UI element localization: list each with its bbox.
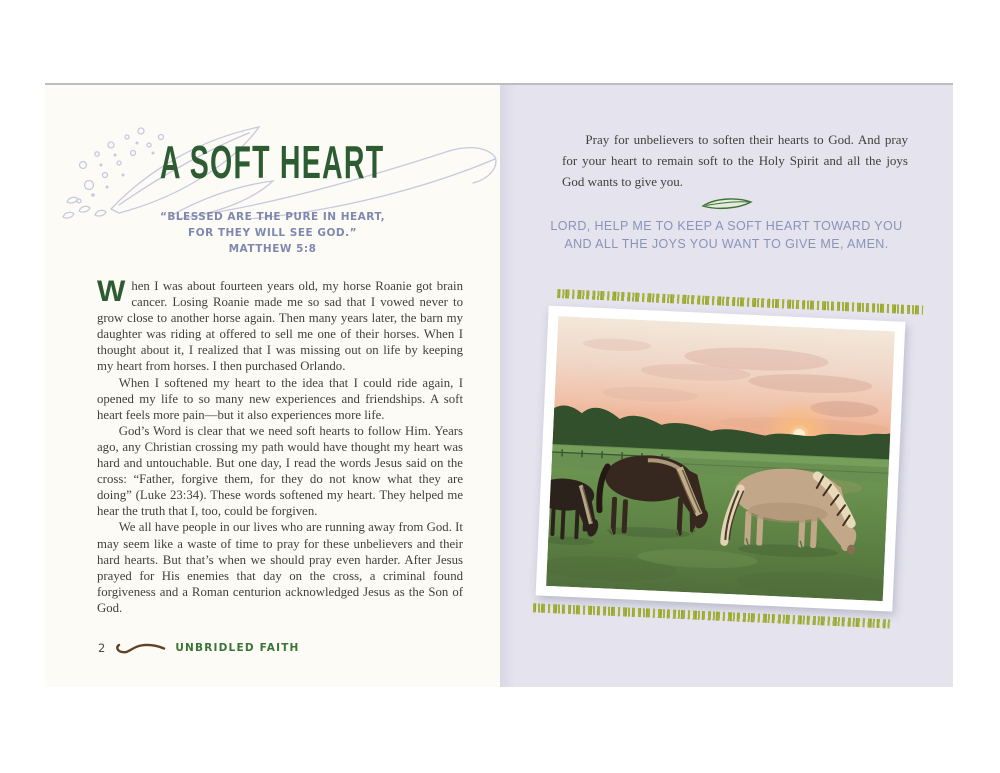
page-footer	[98, 641, 300, 655]
rope-flourish-icon	[116, 641, 166, 655]
chapter-title-text: A SOFT HEART	[160, 136, 385, 188]
photo-block	[535, 289, 923, 630]
verse-line: FOR THEY WILL SEE GOD.”	[188, 227, 357, 239]
verse-reference: MATTHEW 5:8	[228, 243, 317, 255]
scripture-verse	[45, 209, 500, 257]
verse-line: “BLESSED ARE THE PURE IN HEART,	[159, 211, 386, 223]
prayer-line: LORD, HELP ME TO KEEP A SOFT HEART TOWARD YOU	[550, 219, 903, 233]
paragraph-text: hen I was about fourteen years old, my horse Roanie got brain cancer. Losing Roanie made me so sad that I vowed never to grow close to another horse again. Then many years later, the barn my daughter was riding at offered to sell me one of their horses. When I thought about it, I realized that I was missing out on life by keeping my heart from horses. I then purchased Orlando.	[97, 279, 463, 374]
running-book-title: UNBRIDLED FAITH	[175, 642, 300, 654]
book-spread	[45, 83, 953, 687]
horses-sunset-illustration	[546, 316, 895, 601]
devotional-body	[97, 275, 463, 616]
right-page	[500, 85, 953, 687]
left-page	[45, 85, 500, 687]
leaf-divider-icon	[500, 195, 953, 218]
prayer-prompt: Pray for unbelievers to soften their hearts to God. And pray for your heart to remain soft to the Holy Spirit and all the joys God wants to give you.	[562, 132, 908, 189]
paragraph	[97, 275, 463, 375]
prayer-text	[500, 217, 953, 253]
prayer-line: AND ALL THE JOYS YOU WANT TO GIVE ME, AMEN.	[564, 237, 889, 251]
horses-sunset-photo	[536, 306, 906, 612]
drop-cap: W	[97, 275, 126, 308]
paragraph: When I softened my heart to the idea that I could ride again, I opened my life to so many new experiences and friendships. A soft heart feels more pain—but it also experiences more life.	[97, 375, 463, 422]
chapter-title	[45, 135, 500, 189]
paragraph: We all have people in our lives who are running away from God. It may seem like a waste of time to pray for these unbelievers and their hard hearts. But that’s when we should pray even harder. After Jesus prayed for His enemies that day on the cross, a criminal found forgiveness and a Roman centurion acknowledged Jesus as the Son of God.	[97, 520, 463, 615]
page-number: 2	[98, 641, 106, 655]
paragraph: God’s Word is clear that we need soft hearts to follow Him. Years ago, any Christian crossing my path would have thought my heart was hard and untouchable. But one day, I read the words Jesus said on the cross: “Father, forgive them, for they do not know what they are doing” (Luke 23:34). These words softened my heart. They helped me hear the truth that I, too, could be forgiven.	[97, 423, 463, 519]
